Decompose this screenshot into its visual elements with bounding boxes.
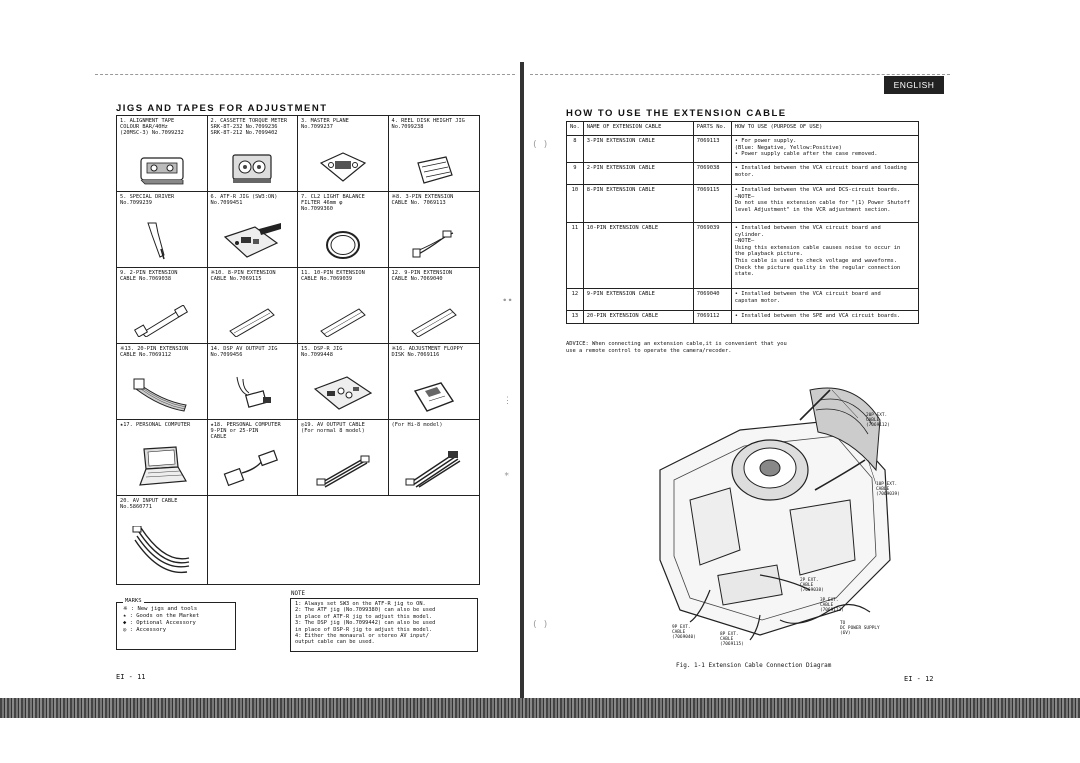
col-name: NAME OF EXTENSION CABLE xyxy=(583,122,693,136)
margin-mark: ∗ xyxy=(504,470,510,480)
row-name: 20-PIN EXTENSION CABLE xyxy=(583,311,693,324)
row-use: • Installed between the VCA circuit board and capstan motor. xyxy=(731,289,918,311)
reel-disk-jig-icon xyxy=(412,155,456,185)
label-3p-cable: 3P EXT. CABLE (7069113) xyxy=(820,598,844,614)
floppy-disk-icon xyxy=(411,381,457,413)
table-row xyxy=(567,289,919,311)
col-parts: PARTS No. xyxy=(693,122,731,136)
flat-cable-icon xyxy=(315,305,371,337)
jig-item: 14. DSP AV OUTPUT JIG No.7099456 xyxy=(208,344,299,420)
jig-item: 7. CL2 LIGHT BALANCE FILTER 46mm φ No.7099360 xyxy=(298,192,389,268)
jig-item: 1. ALIGNMENT TAPE COLOUR BAR/40Hz (20MSC-3) No.7099232 xyxy=(117,116,208,192)
page-number-right: EI - 12 xyxy=(904,675,934,683)
jig-item: 15. DSP-R JIG No.7099448 xyxy=(298,344,389,420)
row-no: 9 xyxy=(567,163,584,185)
flat-cable-icon xyxy=(406,305,462,337)
right-top-rule xyxy=(530,74,950,75)
marks-legend xyxy=(116,598,236,650)
torque-meter-icon xyxy=(227,151,277,185)
label-9p-cable: 9P EXT. CABLE (7069040) xyxy=(672,625,696,641)
jig-item: 12. 9-PIN EXTENSION CABLE No.7069040 xyxy=(389,268,480,344)
jigs-heading: JIGS AND TAPES FOR ADJUSTMENT xyxy=(116,103,328,114)
label-10p-cable: 10P EXT. CABLE (7069039) xyxy=(876,482,900,498)
screwdriver-icon xyxy=(142,219,182,261)
row-name: 3-PIN EXTENSION CABLE xyxy=(583,136,693,163)
row-no: 11 xyxy=(567,223,584,289)
row-parts: 7069038 xyxy=(693,163,731,185)
table-row xyxy=(567,311,919,324)
marks-line: ◎ : Accessory xyxy=(123,627,167,633)
row-name: 10-PIN EXTENSION CABLE xyxy=(583,223,693,289)
table-row xyxy=(567,185,919,223)
jig-item: (For Hi-8 model) xyxy=(389,420,480,496)
jig-item: 2. CASSETTE TORQUE METER SRK-8T-232 No.7099236 SRK-8T-212 No.7099402 xyxy=(208,116,299,192)
jig-item: ★17. PERSONAL COMPUTER xyxy=(117,420,208,496)
jig-item: 9. 2-PIN EXTENSION CABLE No.7069038 xyxy=(117,268,208,344)
jig-item: 4. REEL DISK HEIGHT JIG No.7099238 xyxy=(389,116,480,192)
table-row xyxy=(567,163,919,185)
language-badge: ENGLISH xyxy=(884,76,944,94)
jig-item: 3. MASTER PLANE No.7099237 xyxy=(298,116,389,192)
row-name: 9-PIN EXTENSION CABLE xyxy=(583,289,693,311)
av-output-jig-icon xyxy=(227,373,277,413)
extension-cable-table xyxy=(566,121,919,324)
row-use: • For power supply. (Blue: Negative, Yellow:Positive) • Power supply cable after the case removed. xyxy=(731,136,918,163)
row-parts: 7069113 xyxy=(693,136,731,163)
label-2p-cable: 2P EXT. CABLE (7069038) xyxy=(800,578,824,594)
connection-diagram xyxy=(640,360,920,660)
three-pin-cable-icon xyxy=(411,229,457,261)
scan-bottom-strip xyxy=(0,698,1080,718)
marks-title: MARKS xyxy=(125,598,142,604)
jig-item: 11. 10-PIN EXTENSION CABLE No.7069039 xyxy=(298,268,389,344)
marks-line: ★ : Goods on the Market xyxy=(123,613,200,619)
jig-item: ◎19. AV OUTPUT CABLE (For normal 8 model) xyxy=(298,420,389,496)
jig-item: ※16. ADJUSTMENT FLOPPY DISK No.7069116 xyxy=(389,344,480,420)
row-use: • Installed between the VCA and DCS-circuit boards. —NOTE— Do not use this extension cable for "(1) Power Shutoff level Adjustment" in the VCR adjustment section. xyxy=(731,185,918,223)
row-no: 13 xyxy=(567,311,584,324)
row-no: 12 xyxy=(567,289,584,311)
table-header-row xyxy=(567,122,919,136)
row-name: 2-PIN EXTENSION CABLE xyxy=(583,163,693,185)
margin-mark: ( ) xyxy=(532,620,549,630)
pc-cable-icon xyxy=(222,449,282,489)
row-name: 8-PIN EXTENSION CABLE xyxy=(583,185,693,223)
table-row xyxy=(567,136,919,163)
av-input-cable-icon xyxy=(131,526,193,578)
jig-item: 6. ATF-R JIG (SW3:ON) No.7099451 xyxy=(208,192,299,268)
page-number-left: EI - 11 xyxy=(116,673,146,681)
left-top-rule xyxy=(95,74,515,75)
advice-text: ADVICE: When connecting an extension cable,it is convenient that you use a remote control to operate the camera/recoder. xyxy=(566,341,787,354)
row-no: 8 xyxy=(567,136,584,163)
row-parts: 7069115 xyxy=(693,185,731,223)
jig-item: ※10. 8-PIN EXTENSION CABLE No.7069115 xyxy=(208,268,299,344)
filter-ring-icon xyxy=(323,229,363,261)
margin-mark: ( ) xyxy=(532,140,549,150)
flat-cable-icon xyxy=(134,305,190,337)
marks-line: ※ : New jigs and tools xyxy=(123,606,198,612)
dsp-jig-board-icon xyxy=(311,371,375,413)
atf-jig-board-icon xyxy=(219,219,285,261)
master-plane-icon xyxy=(317,149,369,185)
row-use: • Installed between the VCA circuit board and loading motor. xyxy=(731,163,918,185)
table-row xyxy=(567,223,919,289)
jig-item: ※8. 3-PIN EXTENSION CABLE No. 7069113 xyxy=(389,192,480,268)
marks-line: ◆ : Optional Accessory xyxy=(123,620,196,626)
label-dc-power: TO DC POWER SUPPLY (6V) xyxy=(840,621,880,637)
note-title: NOTE xyxy=(291,591,305,597)
av-cable-icon xyxy=(313,453,373,489)
row-parts: 7069112 xyxy=(693,311,731,324)
page-spine xyxy=(520,62,524,698)
cable-heading: HOW TO USE THE EXTENSION CABLE xyxy=(566,108,787,119)
col-no: No. xyxy=(567,122,584,136)
av-cable-hi8-icon xyxy=(404,449,464,489)
row-parts: 7069040 xyxy=(693,289,731,311)
jig-item: ★18. PERSONAL COMPUTER 9-PIN or 25-PIN CABLE xyxy=(208,420,299,496)
row-parts: 7069039 xyxy=(693,223,731,289)
margin-mark: ∙∙ xyxy=(502,296,513,306)
row-use: • Installed between the SPE and VCA circuit boards. xyxy=(731,311,918,324)
laptop-icon xyxy=(134,445,190,489)
note-box: 1: Always set SW3 on the ATF-R jig to ON. 2: The ATF jig (No.7099380) can also be used in place of ATF-R jig to adjust this model. 3: The DSP jig (No.7099442) can also be used in place of DSP-R jig to adjust this model. 4: Either the monaural or stereo AV input/ output cable can be used. xyxy=(290,598,478,652)
margin-mark: ⋮ xyxy=(503,396,512,406)
flat-cable-icon xyxy=(224,305,280,337)
row-use: • Installed between the VCA circuit board and cylinder. —NOTE— Using this extension cable causes noise to occur in the playback picture. This cable is used to check voltage and waveforms. Check the picture quality in the regular connection state. xyxy=(731,223,918,289)
figure-caption: Fig. 1-1 Extension Cable Connection Diagram xyxy=(676,662,832,669)
col-use: HOW TO USE (PURPOSE OF USE) xyxy=(731,122,918,136)
label-8p-cable: 8P EXT. CABLE (7069115) xyxy=(720,632,744,648)
jig-item: 20. AV INPUT CABLE No.5860771 xyxy=(117,496,208,584)
label-20p-cable: 20P EXT. CABLE (7069112) xyxy=(866,413,890,429)
jigs-table xyxy=(116,115,480,585)
row-no: 10 xyxy=(567,185,584,223)
jig-item: 5. SPECIAL DRIVER No.7099239 xyxy=(117,192,208,268)
jig-item: ※13. 20-PIN EXTENSION CABLE No.7069112 xyxy=(117,344,208,420)
cassette-tape-icon xyxy=(137,153,187,185)
ribbon-cable-icon xyxy=(132,373,192,413)
